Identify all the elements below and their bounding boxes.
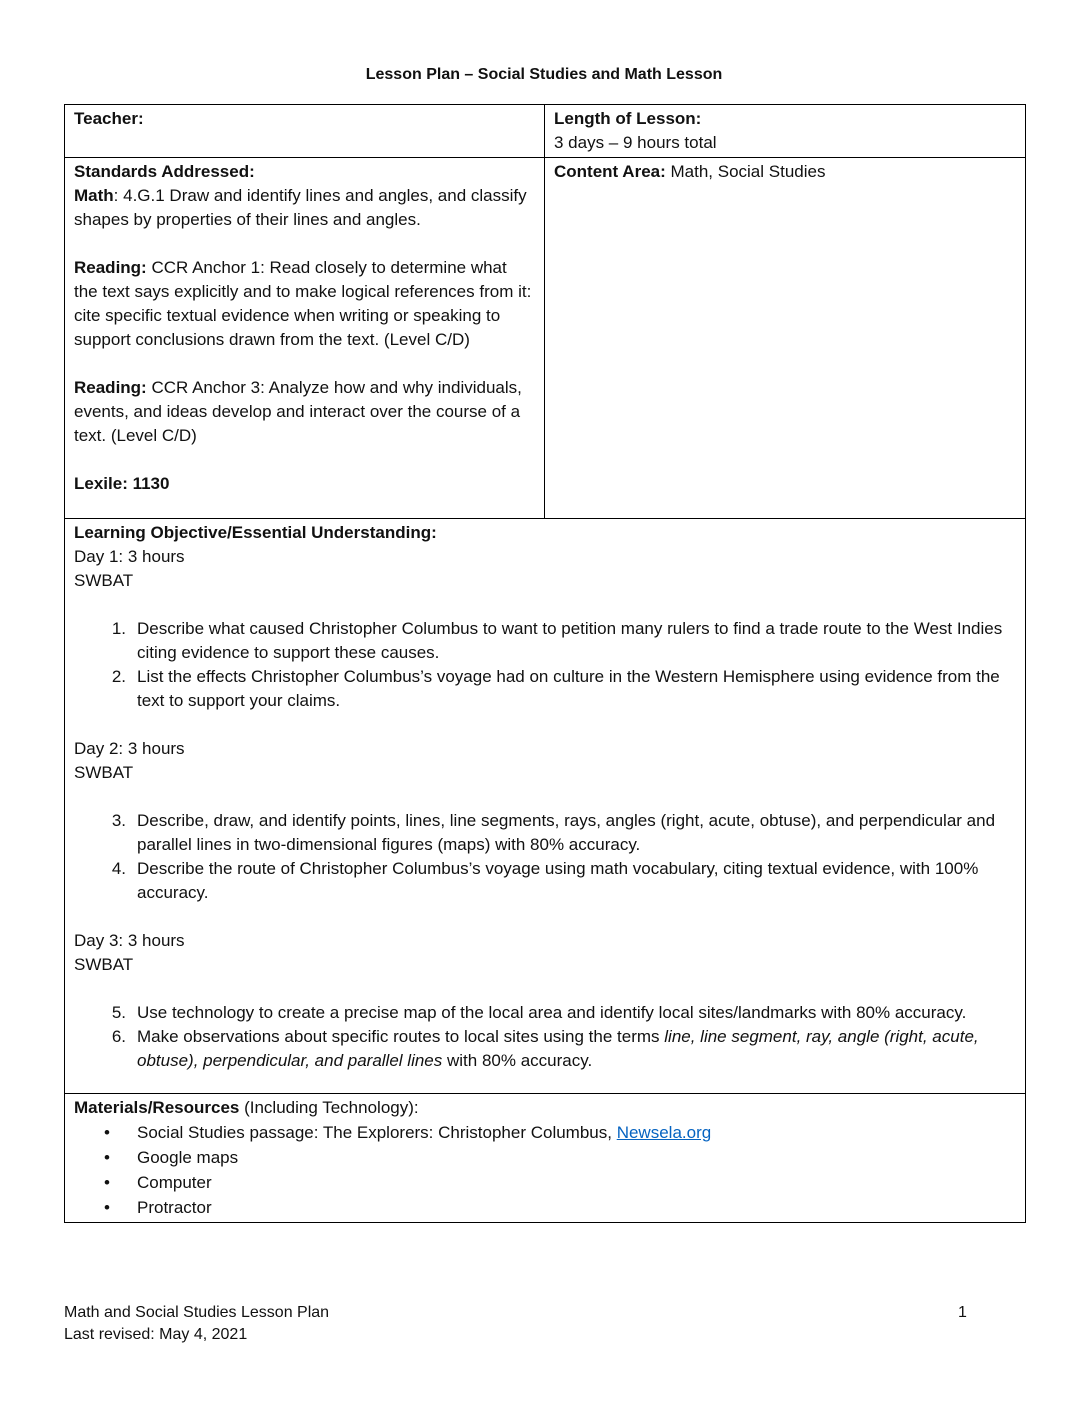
objective-item: 1. Describe what caused Christopher Columbus to want to petition many rulers to find a trade route to the West Indies citing evidence to support these causes.	[111, 619, 1003, 662]
list-item: • Protractor	[74, 1195, 1016, 1220]
document-title: Lesson Plan – Social Studies and Math Lesson	[365, 66, 723, 83]
reading1-text: CCR Anchor 1: Read closely to determine what the text says explicitly and to make logical references from it: cite specific textual evidence when writing or speaking to support conclusions drawn from the text. (Level C/D)	[74, 258, 532, 349]
reading-standard-1	[74, 256, 535, 352]
list-item: • Social Studies passage: The Explorers: Christopher Columbus, Newsela.org	[74, 1120, 1016, 1145]
teacher-cell	[65, 105, 545, 158]
objective-item: 6. Make observations about specific routes to local sites using the terms line, line segment, ray, angle (right, acute, obtuse), perpendicular, and parallel lines with 80% accuracy.	[111, 1027, 979, 1070]
materials-heading: Materials/Resources (Including Technology):	[74, 1098, 419, 1117]
objective-item: 5. Use technology to create a precise map of the local area and identify local sites/landmarks with 80% accuracy.	[111, 1003, 967, 1022]
content-area-label: Content Area:	[554, 162, 666, 181]
objective-item: 4. Describe the route of Christopher Columbus’s voyage using math vocabulary, citing textual evidence, with 100% accuracy.	[111, 859, 979, 902]
day1-objectives	[74, 617, 1016, 713]
list-item: • Google maps	[74, 1145, 1016, 1170]
teacher-label: Teacher:	[74, 109, 144, 128]
day3-swbat: SWBAT	[74, 955, 134, 974]
day2-swbat: SWBAT	[74, 763, 134, 782]
objectives-heading: Learning Objective/Essential Understanding:	[74, 523, 437, 542]
objective-item: 2. List the effects Christopher Columbus’s voyage had on culture in the Western Hemisphere using evidence from the text to support your claims.	[111, 667, 1000, 710]
materials-cell	[65, 1094, 1026, 1223]
bullet-icon: •	[104, 1148, 110, 1167]
materials-row	[65, 1094, 1026, 1223]
day2-label: Day 2: 3 hours	[74, 739, 185, 758]
objectives-row	[65, 519, 1026, 1094]
bullet-icon: •	[104, 1198, 110, 1217]
content-area-value: Math, Social Studies	[665, 162, 826, 181]
reading1-label: Reading:	[74, 258, 147, 277]
math-label: Math	[74, 186, 114, 205]
standards-heading: Standards Addressed:	[74, 162, 255, 181]
footer-revised: Last revised: May 4, 2021	[64, 1326, 248, 1343]
objective-item: 3. Describe, draw, and identify points, lines, line segments, rays, angles (right, acute, obtuse), and perpendicular and parallel lines in two-dimensional figures (maps) with 80% accuracy.	[111, 811, 996, 854]
lesson-plan-table	[64, 104, 1026, 1223]
length-label: Length of Lesson:	[554, 109, 702, 128]
footer-title: Math and Social Studies Lesson Plan	[64, 1304, 330, 1321]
math-text: : 4.G.1 Draw and identify lines and angles, and classify shapes by properties of their lines and angles.	[74, 186, 527, 229]
newsela-link[interactable]: Newsela.org	[616, 1123, 712, 1142]
header-row	[65, 105, 1026, 158]
day3-objectives	[74, 1001, 1016, 1073]
objectives-cell	[65, 519, 1026, 1094]
materials-list	[74, 1120, 1016, 1220]
standards-cell	[65, 158, 545, 519]
length-value: 3 days – 9 hours total	[554, 133, 717, 152]
length-cell	[545, 105, 1026, 158]
lexile: Lexile: 1130	[74, 474, 170, 493]
reading-standard-2	[74, 376, 535, 448]
page-number: 1	[958, 1304, 967, 1321]
standards-row	[65, 158, 1026, 519]
list-item: • Computer	[74, 1170, 1016, 1195]
bullet-icon: •	[104, 1123, 110, 1142]
bullet-icon: •	[104, 1173, 110, 1192]
reading2-text: CCR Anchor 3: Analyze how and why individuals, events, and ideas develop and interact over the course of a text. (Level C/D)	[74, 378, 522, 445]
math-standard	[74, 184, 535, 232]
page-footer	[64, 1302, 329, 1346]
day2-objectives	[74, 809, 1016, 905]
day1-swbat: SWBAT	[74, 571, 134, 590]
content-area-cell	[545, 158, 1026, 519]
day1-label: Day 1: 3 hours	[74, 547, 185, 566]
day3-label: Day 3: 3 hours	[74, 931, 185, 950]
reading2-label: Reading:	[74, 378, 147, 397]
